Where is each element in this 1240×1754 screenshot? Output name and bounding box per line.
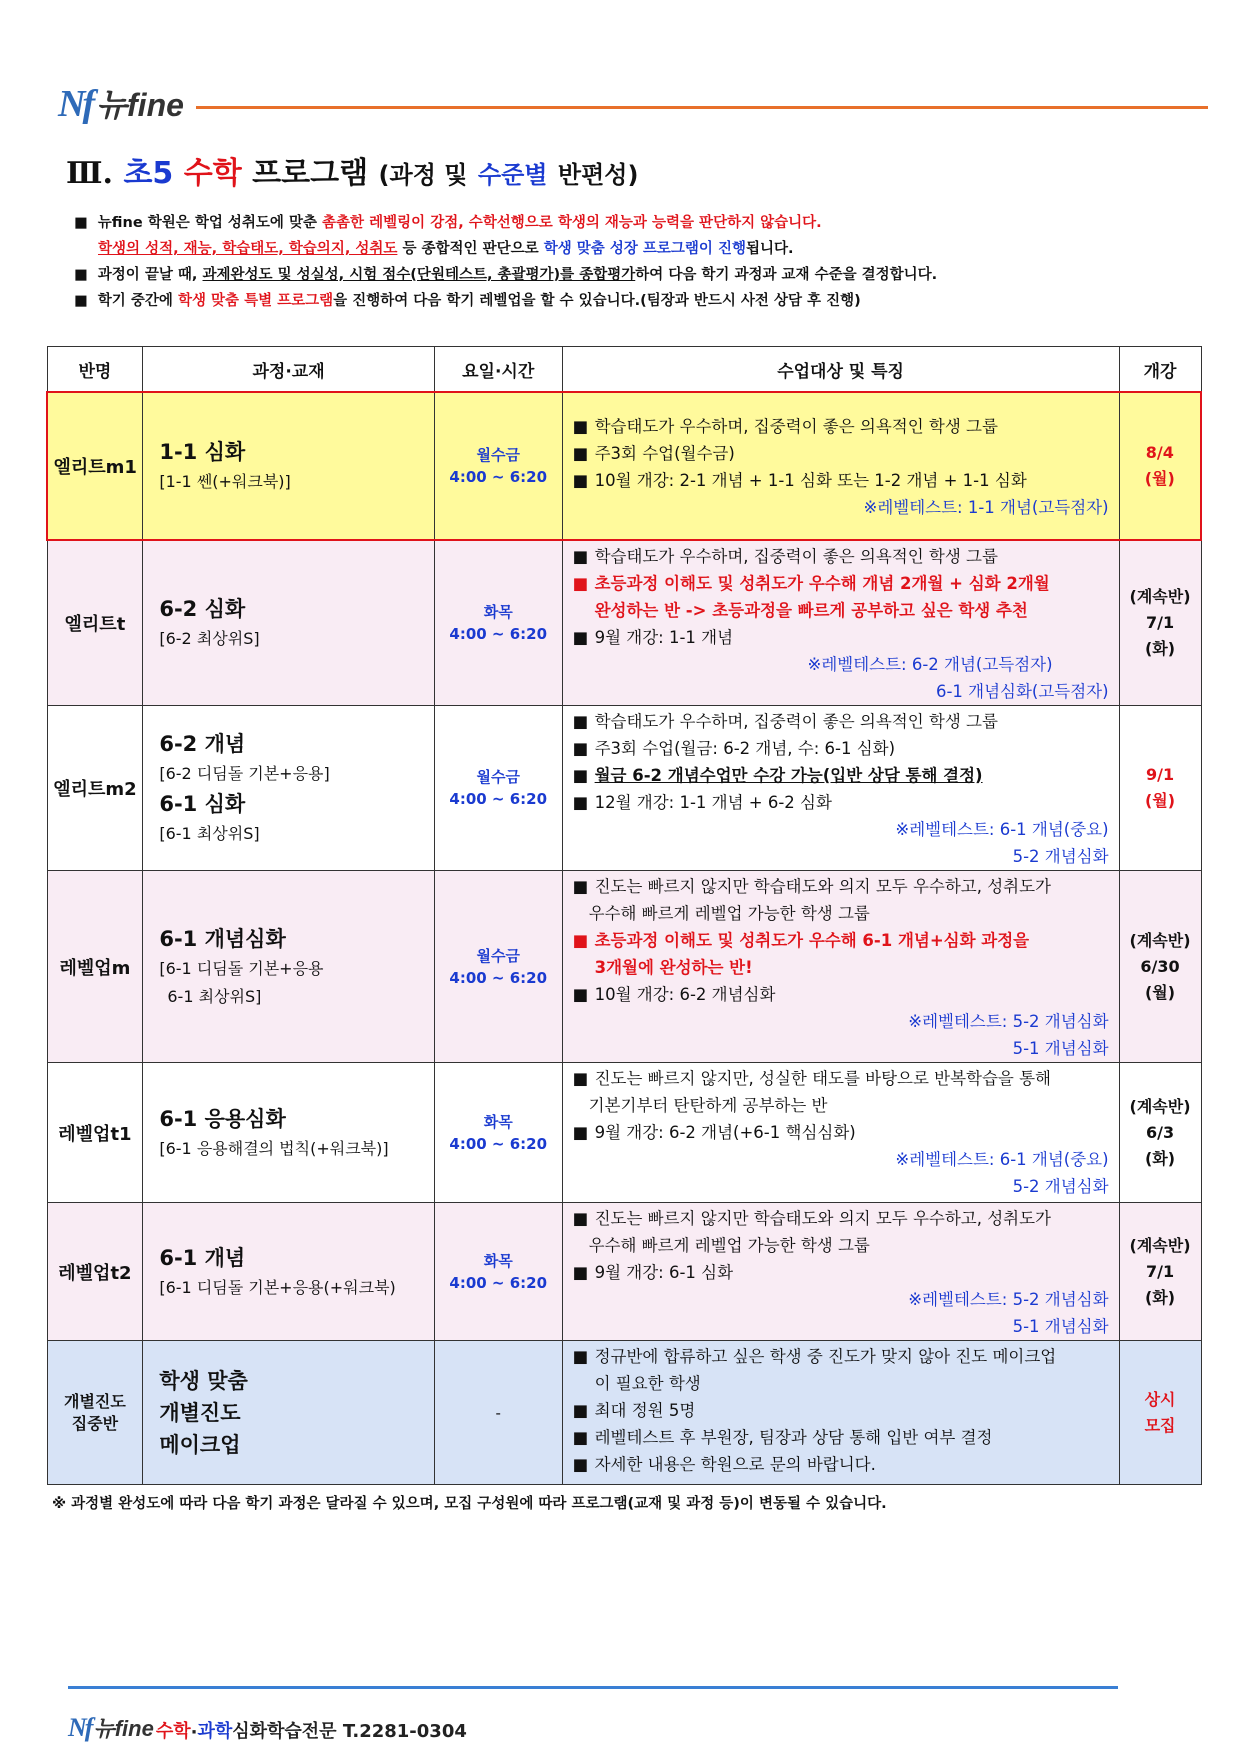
note-1: ■ 뉴fine 학원은 학업 성취도에 맞춘 촘촘한 레벨링이 강점, 수학선행으로 학생의 재능과 능력을 판단하지 않습니다. <box>74 215 822 231</box>
table-row: 엘리트m1 1-1 심화 [1-1 쎈(+워크북)] 월수금 4:00 ~ 6:20 ■ 학습태도가 우수하며, 집중력이 좋은 의욕적인 학생 그룹 ■ 주3회 수업(월수금) ■ 10월 개강: 2-1 개념 + 1-1 심화 또는 1-2 개념 + 1-1 심화 ※레벨테스트: 1-1 개념(고득점자) 8/4 (월) <box>47 392 1201 540</box>
table-row: 엘리트m2 6-2 개념 [6-2 디딤돌 기본+응용] 6-1 심화 [6-1 최상위S] 월수금 4:00 ~ 6:20 ■ 학습태도가 우수하며, 집중력이 좋은 의욕적인 학생 그룹 ■ 주3회 수업(월금: 6-2 개념, 수: 6-1 심화) ■ 월금 6-2 개념수업만 수강 가능(입반 상담 통해 결정) ■ 12월 개강: 1-1 개념 + 6-2 심화 ※레벨테스트: 6-1 개념(중요) 5-2 개념심화 9/1 (월) <box>47 706 1201 871</box>
program-table <box>46 346 1202 1485</box>
table-row: 레벨업m 6-1 개념심화 [6-1 디딤돌 기본+응용 6-1 최상위S] 월수금 4:00 ~ 6:20 ■ 진도는 빠르지 않지만 학습태도와 의지 모두 우수하고, 성취도가 우수해 빠르게 레벨업 가능한 학생 그룹 ■ 초등과정 이해도 및 성취도가 우수해 6-1 개념+심화 과정을 3개월에 완성하는 반! ■ 10월 개강: 6-2 개념심화 ※레벨테스트: 5-2 개념심화 5-1 개념심화 (계속반) 6/30 (월) <box>47 871 1201 1063</box>
header-schedule: 요일·시간 <box>434 347 562 393</box>
logo-name: 뉴fine <box>96 87 184 123</box>
note-2: ■ 과정이 끝날 때, 과제완성도 및 성실성, 시험 점수(단원테스트, 총괄평가)를 종합평가하여 다음 학기 과정과 교재 수준을 결정합니다. <box>74 267 938 283</box>
page-title: Ⅲ. 초5 수학 프로그램 (과정 및 수준별 반편성) <box>66 156 639 191</box>
table-row: 레벨업t1 6-1 응용심화 [6-1 응용해결의 법칙(+워크북)] 화목 4:00 ~ 6:20 ■ 진도는 빠르지 않지만, 성실한 태도를 바탕으로 반복학습을 통해 기본기부터 탄탄하게 공부하는 반 ■ 9월 개강: 6-2 개념(+6-1 핵심심화) ※레벨테스트: 6-1 개념(중요) 5-2 개념심화 (계속반) 6/3 (화) <box>47 1063 1201 1203</box>
table-row: 개별진도 집중반 학생 맞춤 개별진도 메이크업 - ■ 정규반에 합류하고 싶은 학생 중 진도가 맞지 않아 진도 메이크업 이 필요한 학생 ■ 최대 정원 5명 ■ 레벨테스트 후 부원장, 팀장과 상담 통해 입반 여부 결정 ■ 자세한 내용은 학원으로 문의 바랍니다. 상시 모집 <box>47 1341 1201 1485</box>
footer-logo-name: 뉴fine <box>93 1716 154 1741</box>
table-row: 엘리트t 6-2 심화 [6-2 최상위S] 화목 4:00 ~ 6:20 ■ 학습태도가 우수하며, 집중력이 좋은 의욕적인 학생 그룹 ■ 초등과정 이해도 및 성취도가 우수해 개념 2개월 + 심화 2개월 완성하는 반 -> 초등과정을 빠르게 공부하고 싶은 학생 추천 ■ 9월 개강: 1-1 개념 ※레벨테스트: 6-2 개념(고득점자) 6-1 개념심화(고득점자) (계속반) 7/1 (화) <box>47 540 1201 706</box>
header-class: 반명 <box>47 347 143 393</box>
header-start: 개강 <box>1119 347 1201 393</box>
intro-notes <box>74 210 1194 314</box>
footer: Nf 뉴fine 수학 · 과학 심화학습전문 T.2281-0304 <box>68 1713 467 1743</box>
note-1-cont: 학생의 성적, 재능, 학습태도, 학습의지, 성취도 등 종합적인 판단으로 학생 맞춤 성장 프로그램이 진행됩니다. <box>98 241 794 257</box>
header-course: 과정·교재 <box>143 347 434 393</box>
footer-rule <box>68 1686 1118 1689</box>
footer-logo-mark: Nf <box>68 1713 92 1742</box>
header-logo <box>58 80 184 126</box>
header-description: 수업대상 및 특징 <box>562 347 1119 393</box>
logo-mark: Nf <box>58 83 93 125</box>
header-rule <box>196 106 1208 109</box>
table-header <box>47 347 1201 393</box>
footnote: ※ 과정별 완성도에 따라 다음 학기 과정은 달라질 수 있으며, 모집 구성원에 따라 프로그램(교재 및 과정 등)이 변동될 수 있습니다. <box>52 1496 887 1512</box>
note-3: ■ 학기 중간에 학생 맞춤 특별 프로그램을 진행하여 다음 학기 레벨업을 할 수 있습니다.(팀장과 반드시 사전 상담 후 진행) <box>74 293 861 309</box>
table-row: 레벨업t2 6-1 개념 [6-1 디딤돌 기본+응용(+워크북) 화목 4:00 ~ 6:20 ■ 진도는 빠르지 않지만 학습태도와 의지 모두 우수하고, 성취도가 우수해 빠르게 레벨업 가능한 학생 그룹 ■ 9월 개강: 6-1 심화 ※레벨테스트: 5-2 개념심화 5-1 개념심화 (계속반) 7/1 (화) <box>47 1203 1201 1341</box>
